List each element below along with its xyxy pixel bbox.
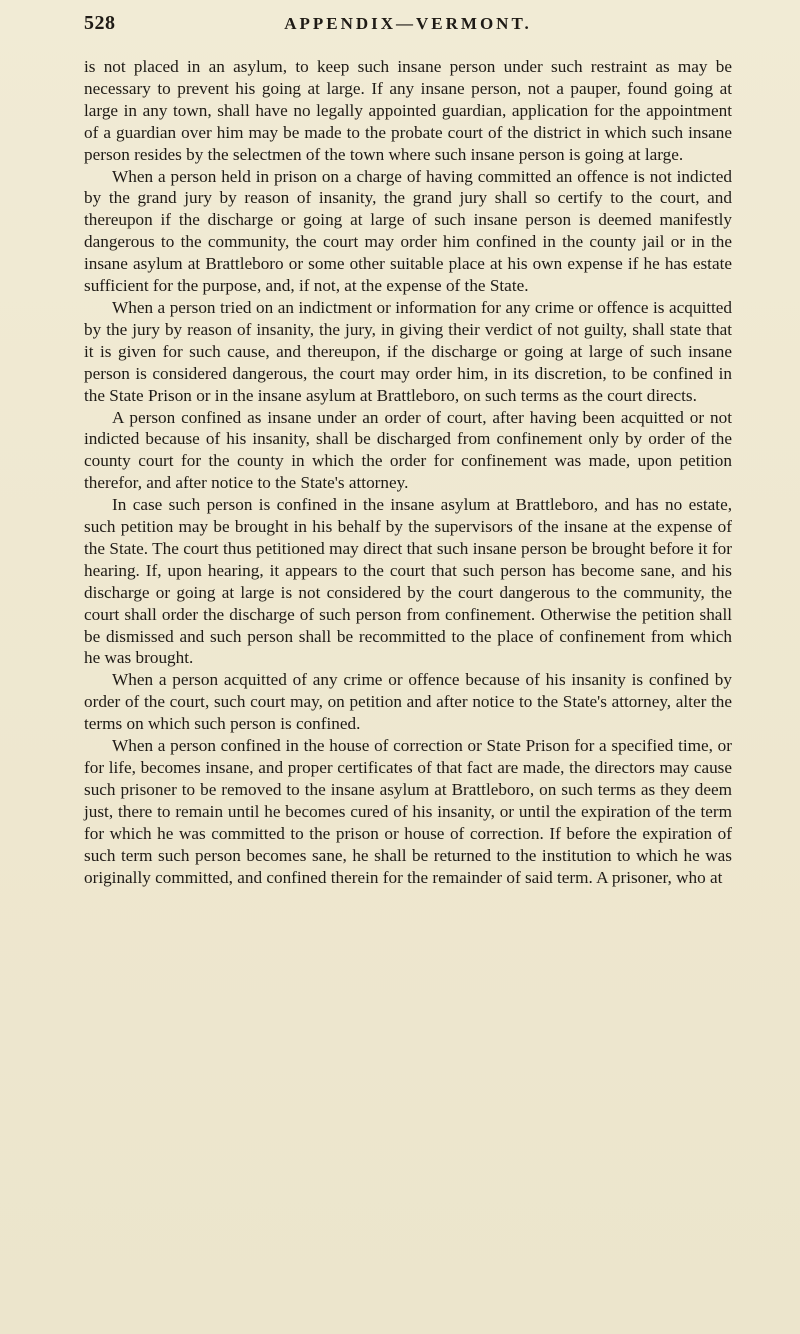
paragraph-6: When a person acquitted of any crime or offence because of his insanity is confined by order of the court, such court may, on petition and after notice to the State's attorney, alter the terms on which such person is confined. bbox=[84, 670, 732, 734]
paragraph-4: A person confined as insane under an order of court, after having been acquitted or not indicted because of his insanity, shall be discharged from confinement only by order of the county court for the county in which the order for confinement was made, upon petition therefor, and after notice to the State's attorney. bbox=[84, 407, 732, 493]
page-header bbox=[84, 12, 732, 44]
paragraph-1: is not placed in an asylum, to keep such insane person under such restraint as may be necessary to prevent his going at large. If any insane person, not a pauper, found going at large in any town, shall have no legally appointed guardian, application for the appointment of a guardian over him may be made to the probate court of the district in which such insane person resides by the selectmen of the town where such insane person is going at large. bbox=[84, 57, 732, 164]
page-number: 528 bbox=[84, 12, 116, 34]
body-text bbox=[84, 56, 732, 888]
paragraph-7: When a person confined in the house of correction or State Prison for a specified time, or for life, becomes insane, and proper certificates of that fact are made, the directors may cause such prisoner to be removed to the insane asylum at Brattleboro, on such terms as they deem just, there to remain until he becomes cured of his insanity, or until the expiration of the term for which he was committed to the prison or house of correction. If before the expiration of such term such person becomes sane, he shall be returned to the institution to which he was originally committed, and confined therein for the remainder of said term. A prisoner, who at bbox=[84, 736, 732, 887]
paragraph-5: In case such person is confined in the insane asylum at Brattleboro, and has no estate, such petition may be brought in his behalf by the supervisors of the insane at the expense of the State. The court thus petitioned may direct that such insane person be brought before it for hearing. If, upon hearing, it appears to the court that such person has become sane, and his discharge or going at large is not considered by the court dangerous to the community, the court shall order the discharge of such person from confinement. Otherwise the petition shall be dismissed and such person shall be recommitted to the place of confinement from which he was brought. bbox=[84, 495, 732, 668]
running-title: APPENDIX—VERMONT. bbox=[284, 14, 532, 33]
paragraph-3: When a person tried on an indictment or information for any crime or offence is acquitted by the jury by reason of insanity, the jury, in giving their verdict of not guilty, shall state that it is given for such cause, and thereupon, if the discharge or going at large of such insane person is considered dangerous, the court may order him, in its discretion, to be confined in the State Prison or in the insane asylum at Brattleboro, on such terms as the court directs. bbox=[84, 297, 732, 405]
paragraph-2: When a person held in prison on a charge of having committed an offence is not indicted by the grand jury by reason of insanity, the grand jury shall so certify to the court, and thereupon if the discharge or going at large of such insane person is deemed manifestly dangerous to the community, the court may order him confined in the county jail or in the insane asylum at Brattleboro or some other suitable place at his own expense if he has estate sufficient for the purpose, and, if not, at the expense of the State. bbox=[84, 166, 732, 296]
